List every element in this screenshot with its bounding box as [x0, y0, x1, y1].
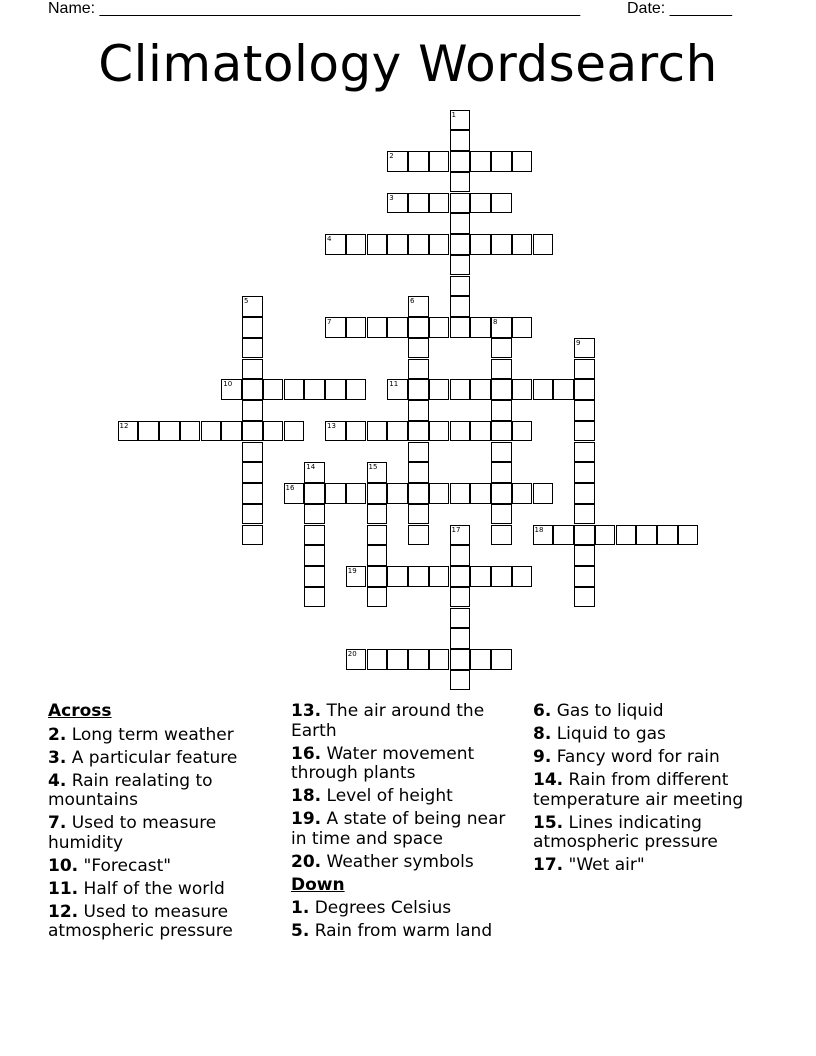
crossword-cell[interactable]	[138, 421, 159, 442]
crossword-cell[interactable]	[408, 400, 429, 421]
clue-text: "Wet air"	[568, 855, 645, 875]
crossword-cell[interactable]	[118, 421, 139, 442]
cell-number: 7	[327, 318, 332, 326]
crossword-cell[interactable]	[470, 317, 491, 338]
crossword-cell[interactable]	[325, 421, 346, 442]
crossword-cell[interactable]	[387, 151, 408, 172]
clue-text: Level of height	[326, 786, 453, 806]
crossword-cell[interactable]	[491, 151, 512, 172]
crossword-cell[interactable]	[470, 421, 491, 442]
clue-across-20	[291, 853, 526, 873]
down-heading: Down	[291, 874, 345, 895]
name-field-label: Name: ______________________________________________________	[48, 0, 581, 17]
clue-number: 17.	[533, 855, 564, 875]
clue-number: 19.	[291, 809, 322, 829]
cell-number: 13	[327, 421, 336, 430]
cell-number: 19	[347, 567, 357, 575]
crossword-cell[interactable]	[616, 525, 637, 546]
crossword-cell[interactable]	[242, 400, 263, 421]
clue-number: 3.	[48, 747, 67, 768]
crossword-cell[interactable]	[159, 421, 180, 442]
crossword-cell[interactable]	[387, 317, 408, 338]
clue-text: Fancy word for rain	[556, 747, 720, 767]
crossword-cell[interactable]	[367, 525, 388, 546]
crossword-cell[interactable]	[367, 545, 388, 566]
crossword-cell[interactable]	[346, 566, 367, 587]
crossword-cell[interactable]	[304, 545, 325, 566]
crossword-cell[interactable]	[242, 504, 263, 525]
crossword-cell[interactable]	[408, 338, 429, 359]
crossword-cell[interactable]	[512, 379, 533, 400]
crossword-cell[interactable]	[367, 421, 388, 442]
cell-number: 20	[347, 650, 357, 658]
crossword-cell[interactable]	[429, 151, 450, 172]
crossword-cell[interactable]	[325, 234, 346, 255]
crossword-cell[interactable]	[408, 566, 429, 587]
crossword-cell[interactable]	[491, 566, 512, 587]
crossword-cell[interactable]	[221, 421, 242, 442]
crossword-cell[interactable]	[346, 649, 367, 670]
crossword-cell[interactable]	[491, 504, 512, 525]
clue-text: Degrees Celsius	[314, 898, 452, 918]
crossword-cell[interactable]	[491, 483, 512, 504]
clue-across-11	[48, 880, 283, 900]
crossword-cell[interactable]	[242, 338, 263, 359]
crossword-cell[interactable]	[450, 151, 471, 172]
crossword-cell[interactable]	[346, 379, 367, 400]
crossword-cell[interactable]	[387, 566, 408, 587]
cell-number: 8	[493, 318, 498, 326]
crossword-cell[interactable]	[574, 587, 595, 608]
crossword-cell[interactable]	[450, 587, 471, 608]
crossword-cell[interactable]	[450, 566, 471, 587]
crossword-cell[interactable]	[221, 379, 242, 400]
clue-down-15	[533, 814, 773, 853]
clue-number: 9.	[533, 747, 552, 767]
crossword-cell[interactable]	[408, 483, 429, 504]
crossword-cell[interactable]	[284, 421, 305, 442]
crossword-cell[interactable]	[491, 317, 512, 338]
crossword-cell[interactable]	[470, 234, 491, 255]
clue-number: 18.	[291, 786, 322, 806]
crossword-cell[interactable]	[367, 649, 388, 670]
crossword-cell[interactable]	[367, 566, 388, 587]
clue-across-7	[48, 814, 283, 853]
crossword-cell[interactable]	[450, 545, 471, 566]
clue-across-10	[48, 857, 283, 877]
crossword-cell[interactable]	[408, 504, 429, 525]
across-heading: Across	[48, 701, 112, 721]
crossword-cell[interactable]	[678, 525, 699, 546]
crossword-cell[interactable]	[450, 379, 471, 400]
crossword-cell[interactable]	[491, 525, 512, 546]
crossword-cell[interactable]	[574, 545, 595, 566]
crossword-cell[interactable]	[387, 649, 408, 670]
crossword-cell[interactable]	[367, 234, 388, 255]
crossword-cell[interactable]	[491, 359, 512, 380]
clue-down-8	[533, 725, 773, 745]
crossword-cell[interactable]	[367, 483, 388, 504]
crossword-cell[interactable]	[408, 421, 429, 442]
crossword-cell[interactable]	[574, 379, 595, 400]
crossword-cell[interactable]	[450, 296, 471, 317]
clue-column-2	[291, 702, 526, 945]
crossword-cell[interactable]	[304, 504, 325, 525]
crossword-cell[interactable]	[242, 525, 263, 546]
clue-number: 13.	[291, 701, 322, 721]
clue-text: A particular feature	[71, 747, 238, 768]
crossword-cell[interactable]	[450, 234, 471, 255]
crossword-cell[interactable]	[367, 462, 388, 483]
crossword-cell[interactable]	[367, 587, 388, 608]
clue-text: Gas to liquid	[556, 701, 664, 721]
crossword-cell[interactable]	[242, 483, 263, 504]
crossword-cell[interactable]	[491, 400, 512, 421]
clue-text: Lines indicating atmospheric pressure	[533, 812, 718, 852]
crossword-cell[interactable]	[512, 234, 533, 255]
page-title: Climatology Wordsearch	[98, 35, 718, 93]
crossword-cell[interactable]	[429, 421, 450, 442]
clue-number: 12.	[48, 901, 79, 922]
clue-number: 4.	[48, 770, 67, 791]
cell-number: 6	[410, 297, 415, 306]
cell-number: 2	[389, 152, 394, 160]
crossword-cell[interactable]	[429, 193, 450, 214]
clue-across-19	[291, 810, 526, 849]
crossword-cell[interactable]	[242, 462, 263, 483]
clue-number: 15.	[533, 812, 564, 833]
crossword-cell[interactable]	[574, 483, 595, 504]
crossword-cell[interactable]	[429, 379, 450, 400]
clue-column-1	[48, 702, 283, 945]
clue-across-3	[48, 749, 283, 769]
crossword-cell[interactable]	[450, 213, 471, 234]
clue-number: 11.	[48, 878, 79, 899]
crossword-cell[interactable]	[491, 338, 512, 359]
crossword-cell[interactable]	[574, 566, 595, 587]
clue-number: 6.	[533, 701, 552, 721]
crossword-cell[interactable]	[450, 608, 471, 629]
crossword-cell[interactable]	[574, 462, 595, 483]
clue-across-12	[48, 903, 283, 942]
crossword-cell[interactable]	[450, 110, 471, 131]
crossword-cell[interactable]	[533, 379, 554, 400]
crossword-cell[interactable]	[180, 421, 201, 442]
crossword-cell[interactable]	[408, 462, 429, 483]
cell-number: 14	[306, 463, 316, 472]
crossword-cell[interactable]	[470, 483, 491, 504]
crossword-cell[interactable]	[429, 483, 450, 504]
crossword-cell[interactable]	[450, 276, 471, 297]
crossword-cell[interactable]	[450, 525, 471, 546]
clue-across-16	[291, 745, 526, 784]
crossword-cell[interactable]	[408, 193, 429, 214]
crossword-cell[interactable]	[408, 379, 429, 400]
cell-number: 18	[534, 525, 544, 534]
clue-number: 16.	[291, 743, 322, 764]
crossword-cell[interactable]	[657, 525, 678, 546]
crossword-cell[interactable]	[512, 317, 533, 338]
crossword-cell[interactable]	[304, 379, 325, 400]
crossword-cell[interactable]	[325, 483, 346, 504]
crossword-cell[interactable]	[304, 525, 325, 546]
crossword-cell[interactable]	[242, 296, 263, 317]
crossword-cell[interactable]	[470, 649, 491, 670]
crossword-cell[interactable]	[429, 649, 450, 670]
clue-down-17	[533, 856, 773, 876]
crossword-cell[interactable]	[574, 525, 595, 546]
clue-text: Rain from warm land	[314, 921, 493, 941]
clue-text: "Forecast"	[83, 855, 172, 876]
cell-number: 11	[389, 380, 399, 389]
clue-number: 7.	[48, 813, 67, 833]
crossword-cell[interactable]	[450, 193, 471, 214]
crossword-cell[interactable]	[346, 483, 367, 504]
crossword-cell[interactable]	[533, 525, 554, 546]
clue-across-2	[48, 726, 283, 746]
crossword-cell[interactable]	[304, 483, 325, 504]
crossword-cell[interactable]	[242, 379, 263, 400]
cell-number: 12	[119, 421, 129, 430]
crossword-cell[interactable]	[242, 442, 263, 463]
crossword-cell[interactable]	[429, 317, 450, 338]
crossword-cell[interactable]	[491, 649, 512, 670]
crossword-cell[interactable]	[387, 193, 408, 214]
clue-across-13	[291, 702, 526, 741]
crossword-cell[interactable]	[491, 379, 512, 400]
crossword-cell[interactable]	[491, 193, 512, 214]
crossword-cell[interactable]	[512, 151, 533, 172]
clue-text: Liquid to gas	[556, 724, 666, 744]
crossword-cell[interactable]	[304, 462, 325, 483]
crossword-cell[interactable]	[325, 317, 346, 338]
crossword-cell[interactable]	[408, 317, 429, 338]
crossword-cell[interactable]	[574, 338, 595, 359]
crossword-cell[interactable]	[470, 379, 491, 400]
crossword-cell[interactable]	[346, 317, 367, 338]
clue-down-14	[533, 771, 773, 810]
crossword-cell[interactable]	[387, 234, 408, 255]
crossword-cell[interactable]	[512, 421, 533, 442]
crossword-cell[interactable]	[574, 421, 595, 442]
crossword-cell[interactable]	[325, 379, 346, 400]
clue-text: Weather symbols	[326, 851, 474, 872]
clue-text: A state of being near in time and space	[291, 809, 506, 849]
crossword-cell[interactable]	[450, 483, 471, 504]
crossword-cell[interactable]	[387, 379, 408, 400]
cell-number: 1	[451, 110, 456, 119]
crossword-cell[interactable]	[263, 421, 284, 442]
clue-text: Long term weather	[71, 724, 234, 745]
crossword-cell[interactable]	[470, 193, 491, 214]
crossword-cell[interactable]	[450, 670, 471, 691]
cell-number: 16	[285, 484, 295, 492]
clue-text: Rain from different temperature air meeting	[533, 770, 744, 810]
crossword-cell[interactable]	[450, 317, 471, 338]
clue-number: 8.	[533, 724, 552, 744]
crossword-cell[interactable]	[450, 649, 471, 670]
crossword-cell[interactable]	[574, 359, 595, 380]
crossword-cell[interactable]	[408, 359, 429, 380]
crossword-cell[interactable]	[201, 421, 222, 442]
crossword-cell[interactable]	[491, 462, 512, 483]
crossword-cell[interactable]	[450, 628, 471, 649]
crossword-cell[interactable]	[553, 379, 574, 400]
clue-down-6	[533, 702, 773, 722]
cell-number: 9	[576, 338, 581, 347]
clue-number: 2.	[48, 724, 67, 745]
cell-number: 3	[389, 193, 394, 202]
crossword-cell[interactable]	[533, 483, 554, 504]
clue-number: 14.	[533, 770, 564, 790]
clue-number: 20.	[291, 851, 322, 872]
crossword-cell[interactable]	[574, 442, 595, 463]
crossword-cell[interactable]	[512, 483, 533, 504]
crossword-cell[interactable]	[450, 130, 471, 151]
crossword-cell[interactable]	[574, 400, 595, 421]
crossword-cell[interactable]	[574, 504, 595, 525]
crossword-cell[interactable]	[367, 504, 388, 525]
crossword-cell[interactable]	[367, 317, 388, 338]
cell-number: 10	[223, 380, 233, 389]
clue-down-5	[291, 922, 526, 942]
clue-number: 5.	[291, 921, 310, 941]
clue-across-18	[291, 787, 526, 807]
crossword-cell[interactable]	[512, 566, 533, 587]
crossword-cell[interactable]	[408, 442, 429, 463]
clue-text: Rain realating to mountains	[48, 770, 213, 810]
crossword-cell[interactable]	[408, 234, 429, 255]
crossword-cell[interactable]	[470, 566, 491, 587]
clue-down-1	[291, 899, 526, 919]
crossword-cell[interactable]	[263, 379, 284, 400]
crossword-cell[interactable]	[346, 421, 367, 442]
crossword-cell[interactable]	[450, 255, 471, 276]
crossword-cell[interactable]	[408, 649, 429, 670]
crossword-cell[interactable]	[533, 234, 554, 255]
crossword-cell[interactable]	[429, 234, 450, 255]
crossword-cell[interactable]	[470, 151, 491, 172]
crossword-cell[interactable]	[242, 421, 263, 442]
crossword-cell[interactable]	[387, 421, 408, 442]
date-field-label: Date: _______	[627, 0, 732, 17]
crossword-cell[interactable]	[491, 421, 512, 442]
crossword-cell[interactable]	[284, 483, 305, 504]
cell-number: 4	[327, 235, 332, 243]
crossword-cell[interactable]	[408, 296, 429, 317]
cell-number: 5	[244, 297, 249, 306]
crossword-cell[interactable]	[595, 525, 616, 546]
crossword-cell[interactable]	[408, 525, 429, 546]
crossword-cell[interactable]	[491, 442, 512, 463]
clue-text: Used to measure humidity	[48, 813, 217, 853]
crossword-cell[interactable]	[636, 525, 657, 546]
crossword-cell[interactable]	[450, 421, 471, 442]
crossword-cell[interactable]	[408, 151, 429, 172]
crossword-cell[interactable]	[242, 359, 263, 380]
crossword-cell[interactable]	[346, 234, 367, 255]
crossword-cell[interactable]	[387, 483, 408, 504]
clue-number: 1.	[291, 898, 310, 918]
clue-text: Water movement through plants	[291, 743, 475, 783]
clue-across-4	[48, 772, 283, 811]
clue-number: 10.	[48, 855, 79, 876]
clue-text: Half of the world	[83, 878, 225, 899]
crossword-cell[interactable]	[450, 172, 471, 193]
crossword-cell[interactable]	[242, 317, 263, 338]
crossword-cell[interactable]	[304, 587, 325, 608]
cell-number: 15	[368, 463, 378, 472]
crossword-cell[interactable]	[429, 566, 450, 587]
clue-down-9	[533, 748, 773, 768]
crossword-cell[interactable]	[553, 525, 574, 546]
crossword-cell[interactable]	[304, 566, 325, 587]
clue-text: The air around the Earth	[291, 701, 485, 741]
clue-column-3	[533, 702, 773, 879]
crossword-cell[interactable]	[284, 379, 305, 400]
crossword-cell[interactable]	[491, 234, 512, 255]
clue-text: Used to measure atmospheric pressure	[48, 901, 233, 941]
cell-number: 17	[451, 525, 461, 534]
